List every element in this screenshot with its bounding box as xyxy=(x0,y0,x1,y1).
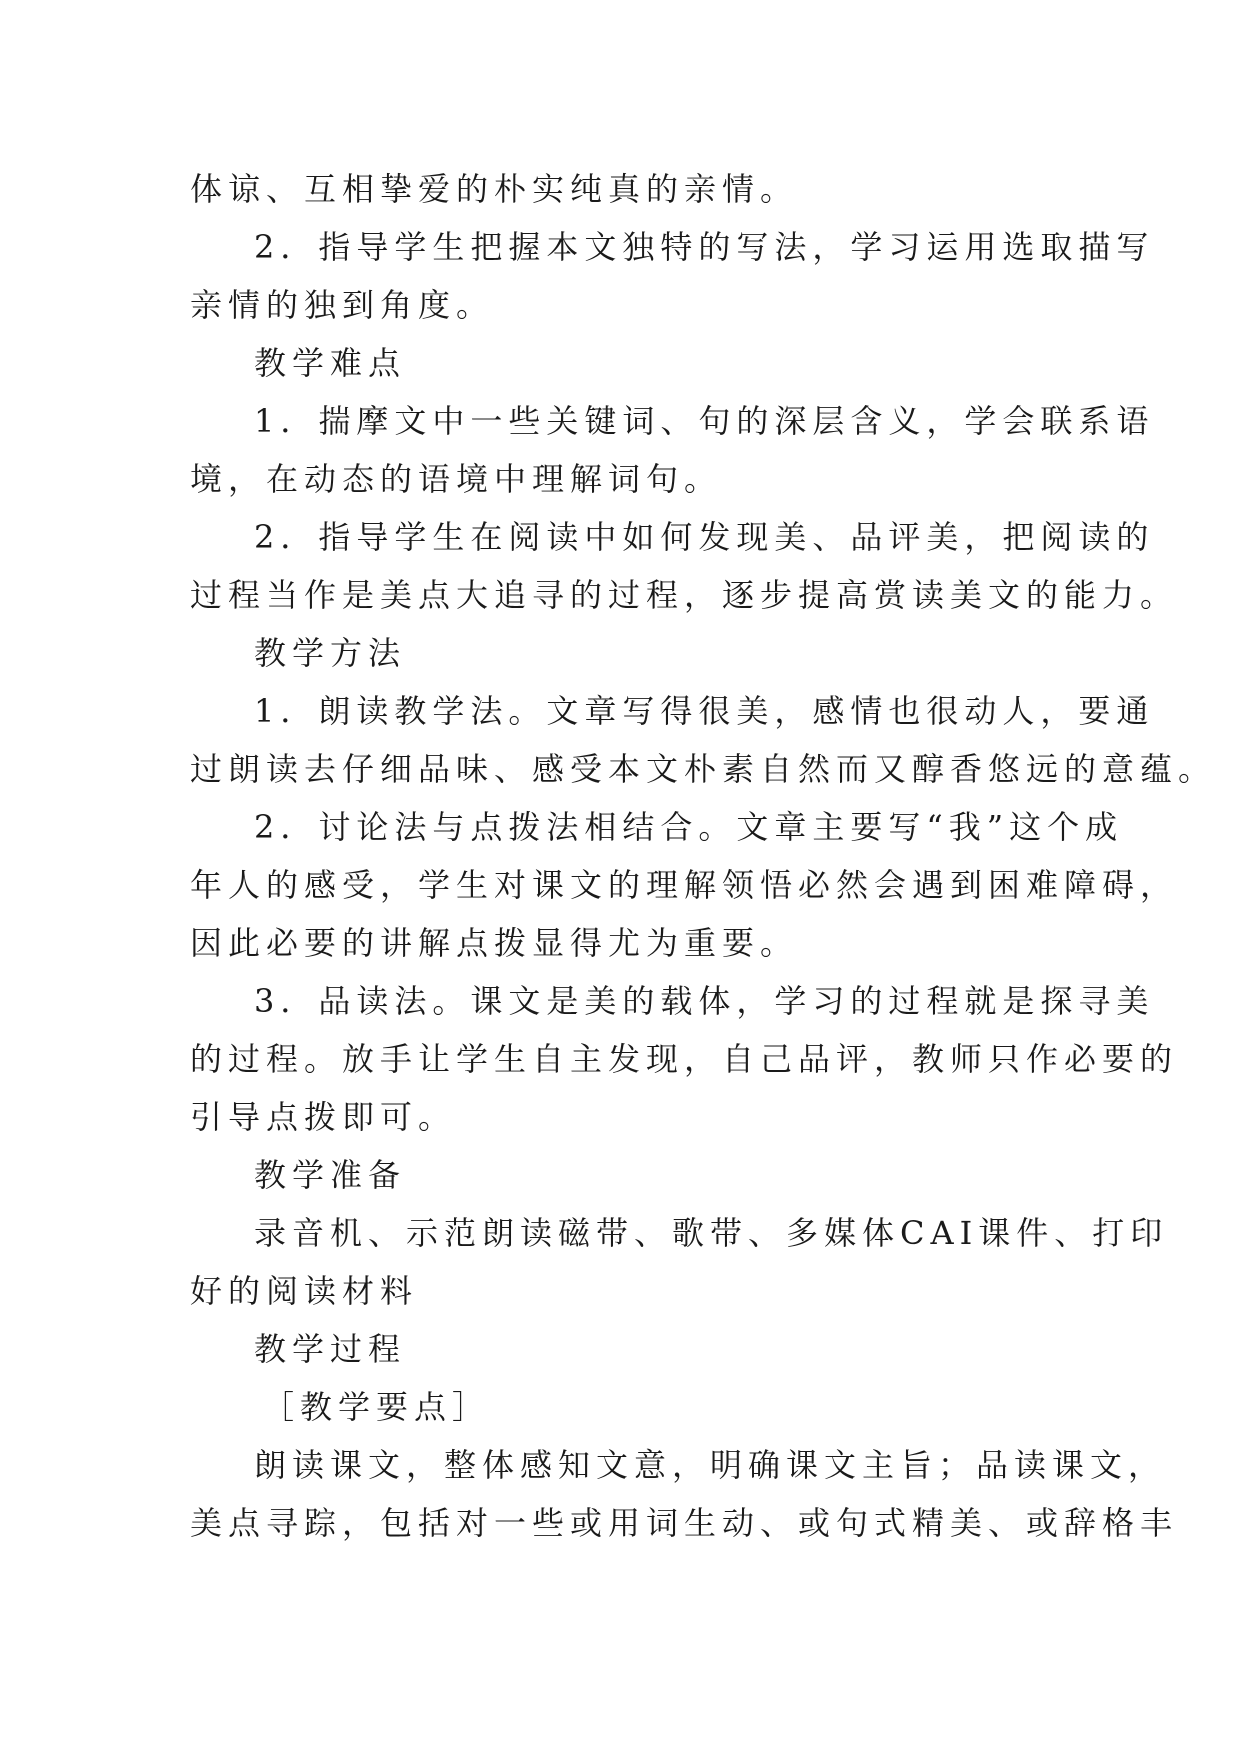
text-line: 过朗读去仔细品味、感受本文朴素自然而又醇香悠远的意蕴。 xyxy=(190,750,1217,788)
text-line: 录音机、示范朗读磁带、歌带、多媒体CAI课件、打印 xyxy=(254,1214,1169,1252)
text-line: 1．揣摩文中一些关键词、句的深层含义，学会联系语 xyxy=(254,402,1155,440)
text-line: 2．讨论法与点拨法相结合。文章主要写“我”这个成 xyxy=(254,808,1124,846)
text-line: 2．指导学生把握本文独特的写法，学习运用选取描写 xyxy=(254,228,1155,266)
text-line: 体谅、互相挚爱的朴实纯真的亲情。 xyxy=(190,170,799,208)
text-line: 年人的感受，学生对课文的理解领悟必然会遇到困难障碍， xyxy=(190,866,1179,904)
text-line: 美点寻踪，包括对一些或用词生动、或句式精美、或辞格丰 xyxy=(190,1504,1179,1542)
text-line: 好的阅读材料 xyxy=(190,1272,419,1310)
section-heading-teaching-preparation: 教学准备 xyxy=(254,1156,407,1194)
text-line: 2．指导学生在阅读中如何发现美、品评美，把阅读的 xyxy=(254,518,1155,556)
text-line: 朗读课文，整体感知文意，明确课文主旨；品读课文， xyxy=(254,1446,1167,1484)
text-line: 过程当作是美点大追寻的过程，逐步提高赏读美文的能力。 xyxy=(190,576,1179,614)
text-line: 的过程。放手让学生自主发现，自己品评，教师只作必要的 xyxy=(190,1040,1179,1078)
section-heading-teaching-difficulties: 教学难点 xyxy=(254,344,407,382)
text-line: 境，在动态的语境中理解词句。 xyxy=(190,460,723,498)
text-line: 因此必要的讲解点拨显得尤为重要。 xyxy=(190,924,799,962)
document-body xyxy=(190,160,1217,1552)
text-line: 1．朗读教学法。文章写得很美，感情也很动人，要通 xyxy=(254,692,1155,730)
text-line: 引导点拨即可。 xyxy=(190,1098,457,1136)
section-heading-teaching-process: 教学过程 xyxy=(254,1330,407,1368)
section-heading-teaching-methods: 教学方法 xyxy=(254,634,407,672)
subheading-teaching-key-points: ［教学要点］ xyxy=(262,1388,491,1426)
text-line: 3．品读法。课文是美的载体，学习的过程就是探寻美 xyxy=(254,982,1155,1020)
text-line: 亲情的独到角度。 xyxy=(190,286,495,324)
